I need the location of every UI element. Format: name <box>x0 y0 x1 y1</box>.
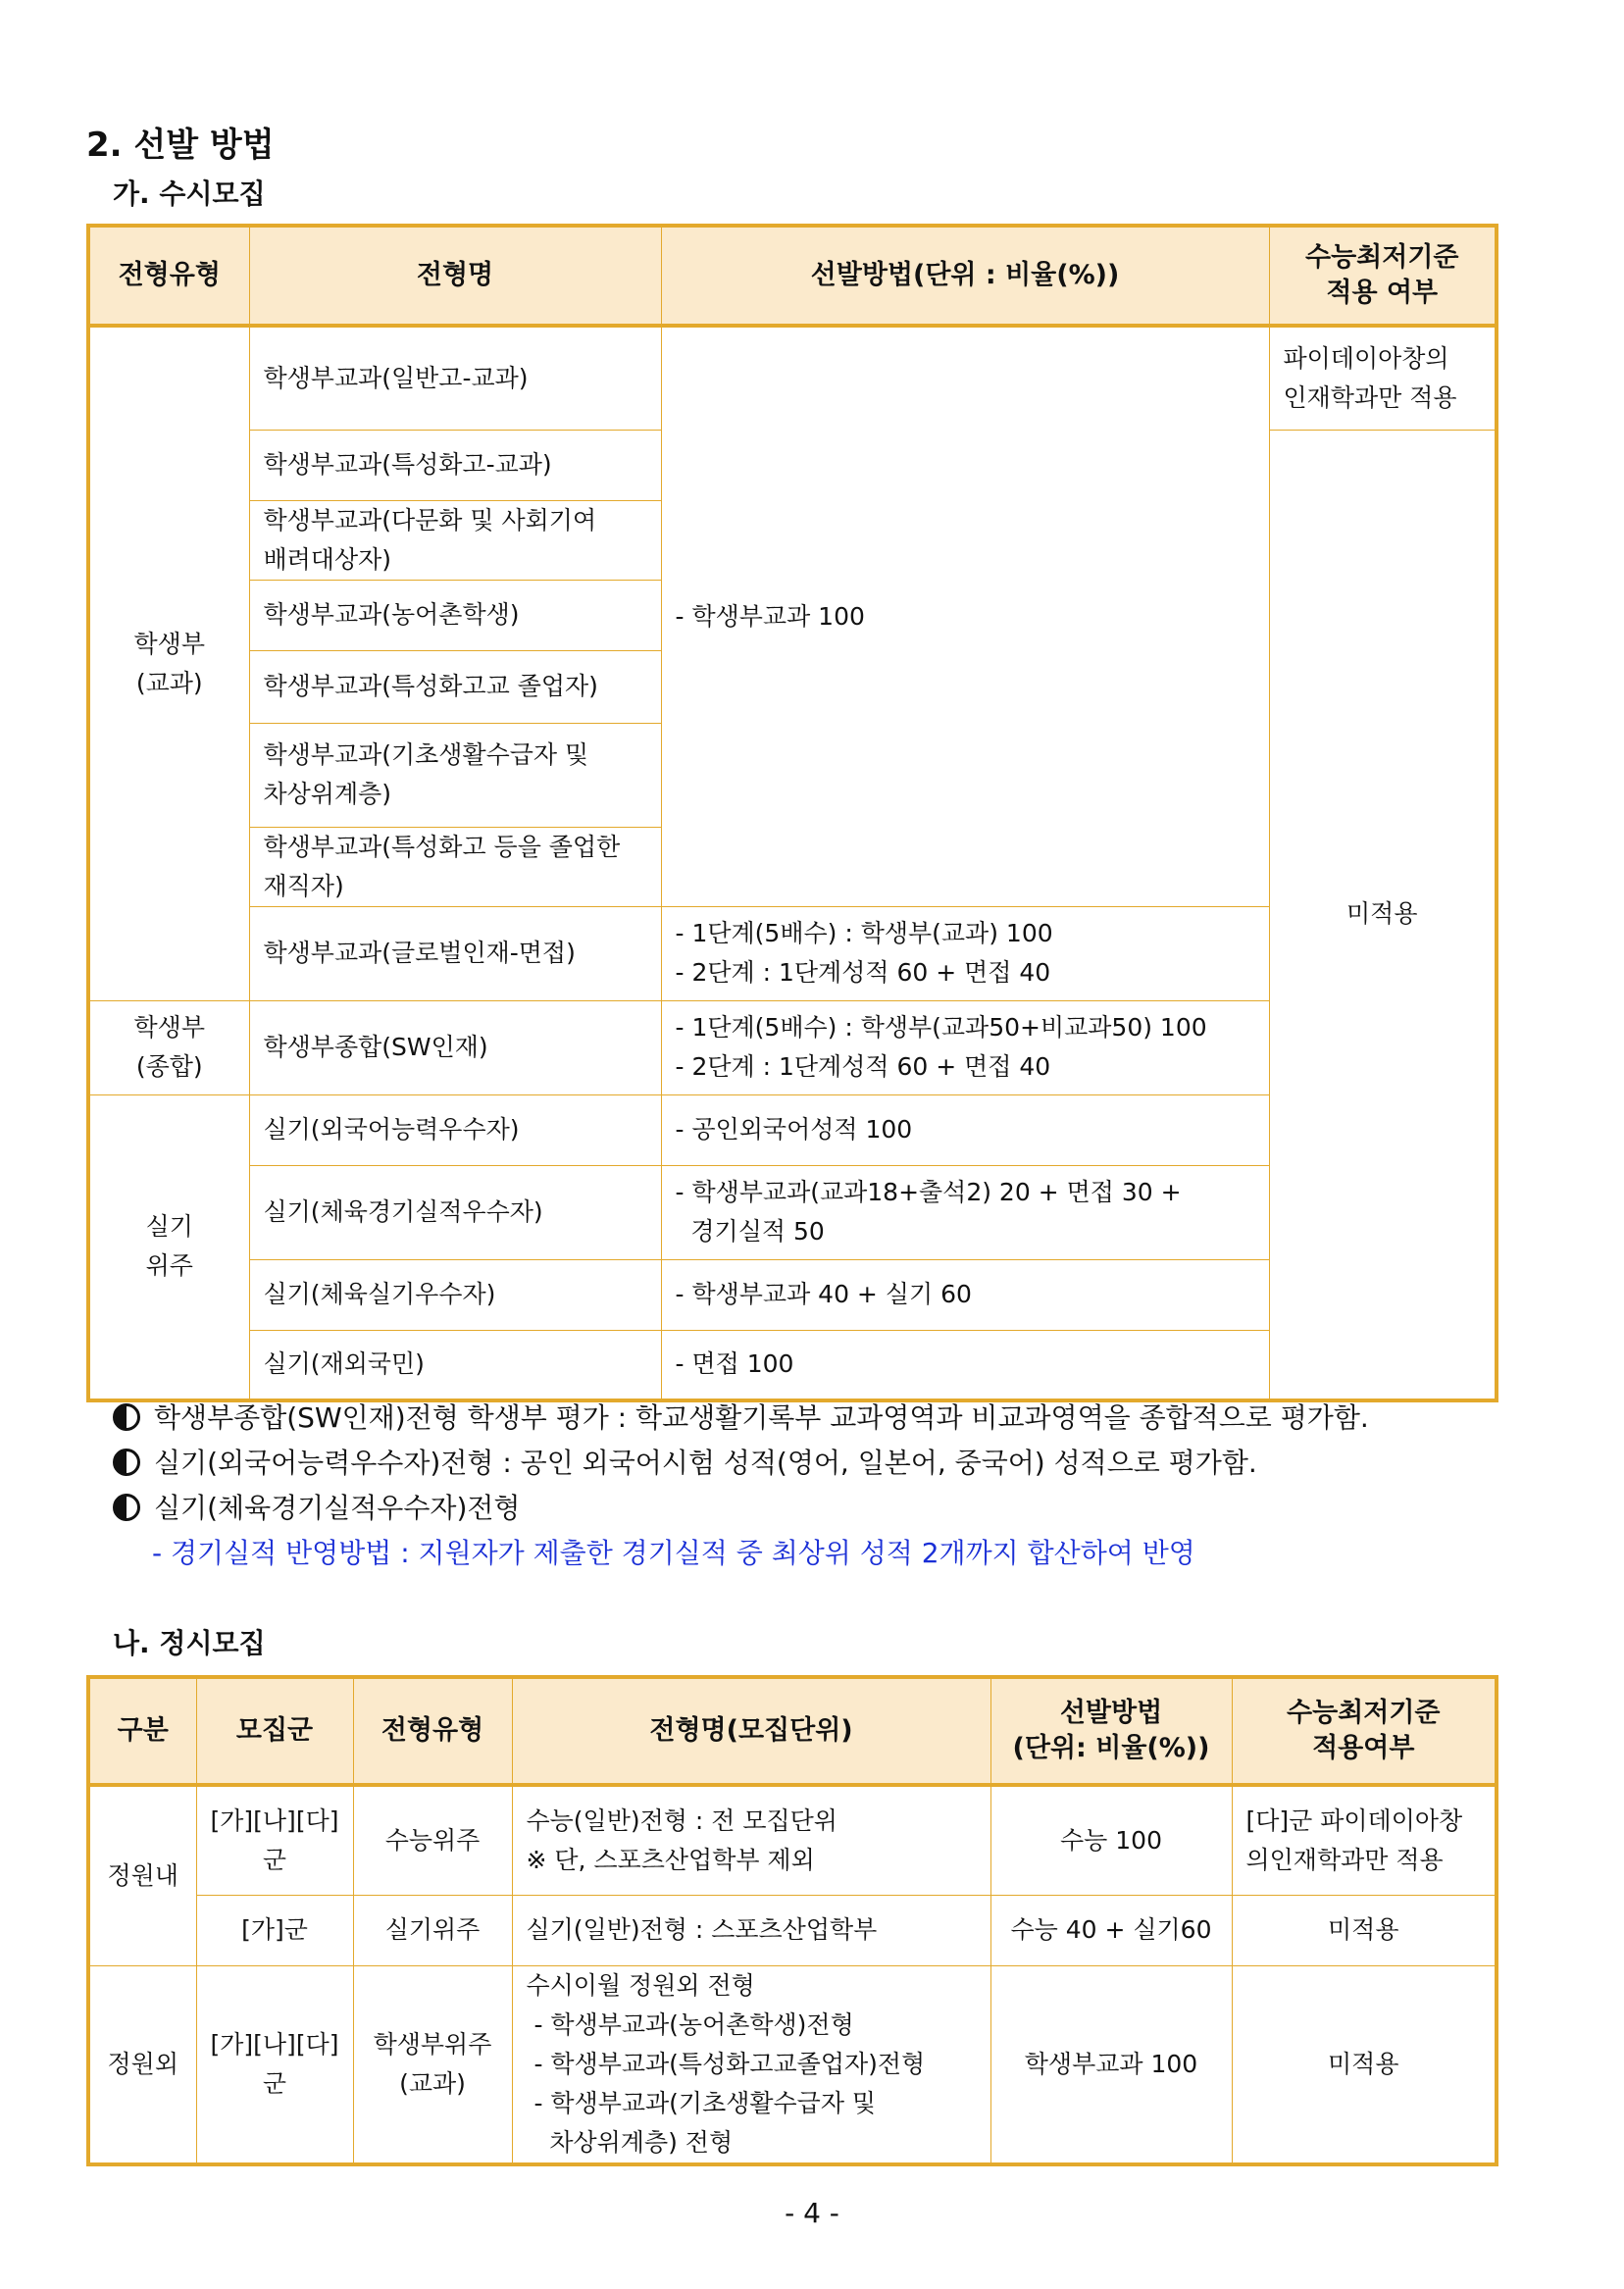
note-item <box>113 1442 1257 1485</box>
table-header-row <box>88 226 1497 326</box>
type-cell: 학생부위주 (교과) <box>353 1965 512 2164</box>
header-cell: 수능최저기준 적용여부 <box>1232 1677 1497 1785</box>
half-circle-bullet-icon <box>113 1449 140 1476</box>
category-cell: 정원내 <box>88 1785 196 1965</box>
name-cell: 실기(재외국민) <box>249 1330 661 1400</box>
subsection-title-jeongsi: 나. 정시모집 <box>113 1627 266 1659</box>
section-heading: 2. 선발 방법 <box>86 126 275 165</box>
table-row <box>88 326 1497 430</box>
method-cell: - 1단계(5배수) : 학생부(교과50+비교과50) 100 - 2단계 : 1단계성적 60 + 면접 40 <box>661 1000 1269 1094</box>
name-cell: 학생부교과(기초생활수급자 및 차상위계층) <box>249 723 661 827</box>
type-cell: 실기위주 <box>353 1895 512 1965</box>
name-cell: 학생부교과(글로벌인재-면접) <box>249 906 661 1000</box>
note-item <box>113 1487 520 1530</box>
table-header-row <box>88 1677 1497 1785</box>
method-cell: - 공인외국어성적 100 <box>661 1094 1269 1165</box>
method-cell: - 학생부교과 40 + 실기 60 <box>661 1259 1269 1330</box>
category-cell: 정원외 <box>88 1965 196 2164</box>
note-text: 실기(체육경기실적우수자)전형 <box>154 1492 521 1524</box>
group-cell: 실기 위주 <box>88 1094 249 1400</box>
min-req-cell: [다]군 파이데이아창 의인재학과만 적용 <box>1232 1785 1497 1895</box>
header-cell: 수능최저기준 적용 여부 <box>1269 226 1497 326</box>
type-cell: 수능위주 <box>353 1785 512 1895</box>
note-item <box>113 1397 1369 1440</box>
min-req-cell: 파이데이아창의 인재학과만 적용 <box>1269 326 1497 430</box>
half-circle-bullet-icon <box>113 1494 140 1521</box>
method-cell: - 학생부교과(교과18+출석2) 20 + 면접 30 + 경기실적 50 <box>661 1165 1269 1259</box>
name-cell: 학생부교과(일반고-교과) <box>249 326 661 430</box>
susi-table <box>86 224 1498 1402</box>
header-cell: 전형유형 <box>353 1677 512 1785</box>
note-text: 학생부종합(SW인재)전형 학생부 평가 : 학교생활기록부 교과영역과 비교과영역을 종합적으로 평가함. <box>154 1401 1369 1434</box>
subsection-title-susi: 가. 수시모집 <box>113 178 266 210</box>
group-cell: 학생부 (교과) <box>88 326 249 1000</box>
note-subitem: - 경기실적 반영방법 : 지원자가 제출한 경기실적 중 최상위 성적 2개까지 합산하여 반영 <box>152 1537 1195 1569</box>
header-cell: 구분 <box>88 1677 196 1785</box>
method-cell: 수능 40 + 실기60 <box>990 1895 1232 1965</box>
name-cell: 실기(체육경기실적우수자) <box>249 1165 661 1259</box>
name-cell: 수시이월 정원외 전형 - 학생부교과(농어촌학생)전형 - 학생부교과(특성화고교졸업자)전형 - 학생부교과(기초생활수급자 및 차상위계층) 전형 <box>512 1965 990 2164</box>
min-req-cell: 미적용 <box>1232 1895 1497 1965</box>
header-cell: 전형명 <box>249 226 661 326</box>
name-cell: 학생부교과(특성화고 등을 졸업한 재직자) <box>249 827 661 906</box>
name-cell: 실기(체육실기우수자) <box>249 1259 661 1330</box>
note-text: 실기(외국어능력우수자)전형 : 공인 외국어시험 성적(영어, 일본어, 중국어) 성적으로 평가함. <box>154 1447 1257 1479</box>
method-cell: - 학생부교과 100 <box>661 326 1269 906</box>
name-cell: 학생부종합(SW인재) <box>249 1000 661 1094</box>
name-cell: 학생부교과(특성화고교 졸업자) <box>249 650 661 723</box>
method-cell: - 면접 100 <box>661 1330 1269 1400</box>
name-cell: 학생부교과(다문화 및 사회기여 배려대상자) <box>249 500 661 580</box>
name-cell: 실기(일반)전형 : 스포츠산업학부 <box>512 1895 990 1965</box>
name-cell: 수능(일반)전형 : 전 모집단위 ※ 단, 스포츠산업학부 제외 <box>512 1785 990 1895</box>
method-cell: - 1단계(5배수) : 학생부(교과) 100 - 2단계 : 1단계성적 60 + 면접 40 <box>661 906 1269 1000</box>
header-cell: 모집군 <box>196 1677 353 1785</box>
min-req-cell: 미적용 <box>1269 430 1497 1400</box>
header-cell: 전형유형 <box>88 226 249 326</box>
name-cell: 학생부교과(농어촌학생) <box>249 580 661 650</box>
header-cell: 선발방법(단위 : 비율(%)) <box>661 226 1269 326</box>
header-cell: 전형명(모집단위) <box>512 1677 990 1785</box>
group-cell: [가]군 <box>196 1895 353 1965</box>
table-row <box>88 1895 1497 1965</box>
method-cell: 학생부교과 100 <box>990 1965 1232 2164</box>
page-number: - 4 - <box>785 2197 839 2229</box>
name-cell: 학생부교과(특성화고-교과) <box>249 430 661 500</box>
header-cell: 선발방법 (단위: 비율(%)) <box>990 1677 1232 1785</box>
table-row <box>88 1965 1497 2164</box>
half-circle-bullet-icon <box>113 1403 140 1431</box>
group-cell: [가][나][다] 군 <box>196 1965 353 2164</box>
method-cell: 수능 100 <box>990 1785 1232 1895</box>
min-req-cell: 미적용 <box>1232 1965 1497 2164</box>
jeongsi-table <box>86 1675 1498 2166</box>
group-cell: [가][나][다] 군 <box>196 1785 353 1895</box>
name-cell: 실기(외국어능력우수자) <box>249 1094 661 1165</box>
table-row <box>88 1785 1497 1895</box>
group-cell: 학생부 (종합) <box>88 1000 249 1094</box>
